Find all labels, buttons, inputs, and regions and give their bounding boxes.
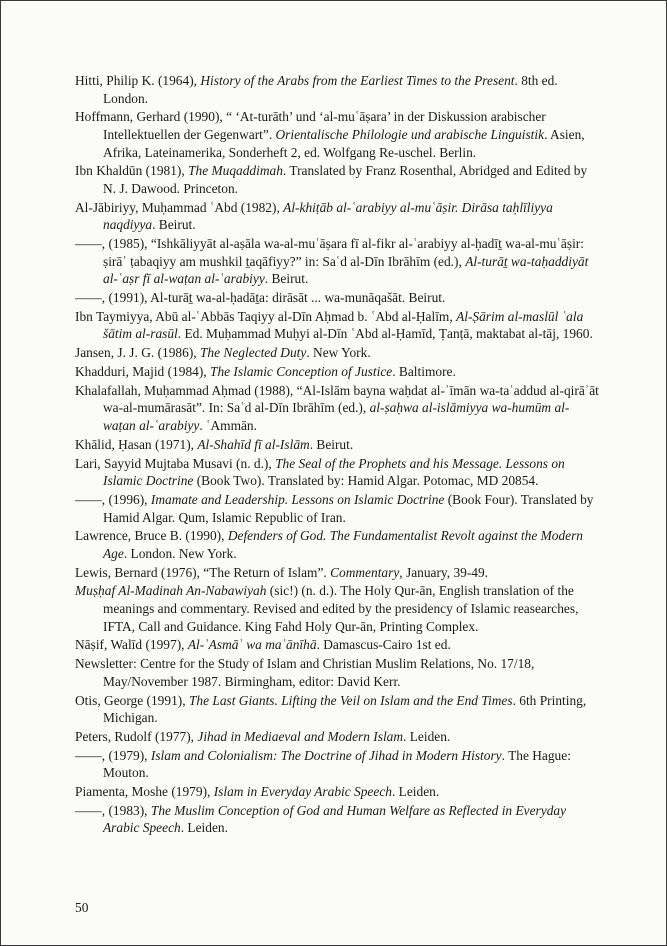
bibliography-entry	[75, 363, 601, 381]
entry-text: ——, (1985), “Ishkāliyyāt al-aṣāla wa-al-muʿāṣara fī al-fikr al-ʿarabiyy al-ḥadīṯ wa-al-muʿāṣir: ṣirāʿ ṭabaqiyy am mushkil ṯaqāfiyy?” in: Saʿd al-Dīn Ibrāhīm (ed.),	[75, 236, 584, 269]
entry-text: . The Hague: Mouton.	[103, 747, 571, 781]
entry-text: Otis, George (1991),	[75, 692, 189, 708]
bibliography-entry	[75, 199, 601, 234]
bibliography-entry	[75, 564, 601, 582]
entry-title: The Neglected Duty	[199, 345, 307, 361]
entry-text: . 8th ed. London.	[103, 73, 558, 106]
bibliography-entry	[75, 308, 601, 343]
bibliography-entry	[75, 344, 601, 362]
entry-text: . Translated by Franz Rosenthal, Abridged and Edited by N. J. Dawood. Princeton.	[103, 163, 588, 196]
entry-text: . Leiden.	[391, 784, 440, 800]
entry-text: Lawrence, Bruce B. (1990),	[75, 528, 228, 544]
bibliography-entry	[75, 382, 601, 435]
page-number: 50	[75, 900, 89, 915]
entry-title: Jihad in Mediaeval and Modern Islam	[197, 728, 404, 744]
entry-text: ——, (1983),	[75, 802, 151, 818]
entry-text: . Leiden.	[180, 820, 228, 836]
entry-text: . Baltimore.	[392, 364, 456, 379]
entry-text: . Beirut.	[152, 217, 196, 233]
entry-text: Piamenta, Moshe (1979),	[75, 784, 214, 800]
entry-text: , January, 39-49.	[399, 564, 489, 580]
bibliography-entry	[75, 436, 601, 454]
bibliography-entry	[75, 783, 601, 801]
entry-text: (Book Four). Translated by Hamid Algar. Qum, Islamic Republic of Iran.	[103, 491, 594, 525]
bibliography-entry	[75, 455, 601, 490]
bibliography-entry	[75, 747, 601, 782]
entry-text: Peters, Rudolf (1977),	[75, 728, 198, 744]
bibliography-entry	[75, 162, 601, 197]
entry-title: The Muqaddimah	[188, 163, 283, 179]
entry-title: The Last Giants. Lifting the Veil on Islam and the End Times	[188, 692, 513, 708]
entry-title: The Islamic Conception of Justice	[210, 364, 393, 379]
entry-text: . 6th Printing, Michigan.	[103, 692, 587, 726]
entry-title: Commentary	[330, 564, 400, 580]
entry-title: History of the Arabs from the Earliest Times to the Present	[200, 73, 515, 88]
bibliography-entry	[75, 636, 601, 654]
entry-text: ——, (1991), Al-turāṯ wa-al-ḥadāṯa: dirāsāt ... wa-munāqašāt. Beirut.	[75, 290, 446, 306]
entry-text: Hoffmann, Gerhard (1990), “ ‘At-turāth’ und ‘al-muʿāṣara’ in der Diskussion arabischer Intellektuellen der Gegenwart”.	[75, 109, 546, 142]
entry-title: Al-ʾAsmāʾ wa maʿānīhā	[187, 637, 317, 653]
entry-text: (sic!) (n. d.). The Holy Qur-ān, English translation of the meanings and commentary. Revised and edited by the presidency of Islamic reasearches, IFTA, Call and Guidance. King Fahd Holy Qur-ān, Printing Complex.	[103, 583, 579, 634]
entry-title: The Seal of the Prophets and his Message. Lessons on Islamic Doctrine	[103, 455, 565, 489]
entry-text: ——, (1979),	[75, 747, 151, 763]
entry-text: . Beirut.	[309, 436, 354, 452]
entry-title: Al-khiṭāb al-ʿarabiyy al-muʿāṣir. Dirāsa taḥlīliyya naqdiyya	[103, 199, 553, 233]
entry-title: Islam in Everyday Arabic Speech	[213, 784, 392, 800]
bibliography-list	[75, 72, 601, 838]
entry-title: Defenders of God. The Fundamentalist Revolt against the Modern Age	[103, 528, 584, 561]
entry-text: Newsletter: Centre for the Study of Islam and Christian Muslim Relations, No. 17/18, May/November 1987. Birmingham, editor: David Kerr.	[75, 656, 535, 689]
bibliography-entry	[75, 655, 601, 690]
bibliography-entry	[75, 235, 601, 288]
entry-text: Khalafallah, Muḥammad Aḥmad (1988), “Al-Islām bayna waḥdat al-ʾīmān wa-taʿaddud al-qirāʾāt wa-al-mumārasāt”. In: Saʿd al-Dīn Ibrāhīm (ed.),	[75, 382, 599, 416]
bibliography-entry	[75, 802, 601, 837]
entry-text: . Beirut.	[264, 271, 309, 287]
entry-text: (Book Two). Translated by: Hamid Algar. Potomac, MD 20854.	[193, 473, 539, 489]
entry-text: Khālid, Ḥasan (1971),	[75, 436, 198, 452]
entry-text: Al-Jābiriyy, Muḥammad ʿAbd (1982),	[75, 199, 284, 215]
bibliography-entry	[75, 527, 601, 562]
entry-text: Khadduri, Majid (1984),	[75, 364, 210, 379]
entry-title: Al-Ṣārim al-maslūl ʿala šātim al-rasūl	[103, 308, 584, 342]
entry-text: . London. New York.	[123, 545, 237, 561]
entry-text: Ibn Khaldūn (1981),	[75, 163, 189, 179]
entry-text: . New York.	[306, 345, 371, 361]
entry-text: . Asien, Afrika, Lateinamerika, Sonderheft 2, ed. Wolfgang Re-uschel. Berlin.	[103, 126, 585, 160]
entry-text: . Ed. Muḥammad Muḥyi al-Dīn ʿAbd al-Ḥamīd, Ṭanṭā, maktabat al-tāj, 1960.	[177, 326, 593, 342]
entry-text: Lari, Sayyid Mujtaba Musavi (n. d.),	[75, 455, 276, 471]
entry-text: . Damascus-Cairo 1st ed.	[316, 637, 451, 653]
entry-title: Al-turāṯ wa-taḥaddiyāt al-ʿaṣr fī al-waṭan al-ʿarabiyy	[103, 253, 589, 287]
bibliography-entry	[75, 491, 601, 526]
entry-text: . ʿAmmān.	[199, 417, 257, 433]
entry-title: Islam and Colonialism: The Doctrine of Jihad in Modern History	[150, 747, 502, 763]
entry-text: Jansen, J. J. G. (1986),	[75, 345, 200, 361]
entry-title: Imamate and Leadership. Lessons on Islamic Doctrine	[150, 491, 445, 507]
bibliography-entry	[75, 72, 601, 107]
entry-text: Ibn Taymiyya, Abū al-ʿAbbās Taqiyy al-Dīn Aḥmad b. ʿAbd al-Ḥalīm,	[75, 308, 457, 324]
bibliography-entry	[75, 108, 601, 161]
entry-text: Hitti, Philip K. (1964),	[75, 73, 201, 88]
entry-text: . Leiden.	[403, 728, 451, 744]
entry-text: Nāṣif, Walīd (1997),	[75, 637, 188, 653]
bibliography-entry	[75, 692, 601, 727]
bibliography-entry	[75, 728, 601, 746]
entry-title: al-ṣaḥwa al-islāmiyya wa-humūm al-waṭan al-ʿarabiyy	[103, 400, 570, 433]
bibliography-entry	[75, 289, 601, 307]
entry-text: ——, (1996),	[75, 491, 151, 507]
entry-text: Lewis, Bernard (1976), “The Return of Islam”.	[75, 564, 331, 580]
bibliography-entry	[75, 582, 601, 635]
entry-title: The Muslim Conception of God and Human Welfare as Reflected in Everyday Arabic Speech	[103, 802, 567, 836]
entry-title: Muṣḥaf Al-Madinah An-Nabawiyah	[75, 583, 267, 599]
entry-title: Orientalische Philologie und arabische Linguistik	[275, 126, 545, 142]
entry-title: Al-Shahīd fī al-Islām	[197, 436, 310, 452]
